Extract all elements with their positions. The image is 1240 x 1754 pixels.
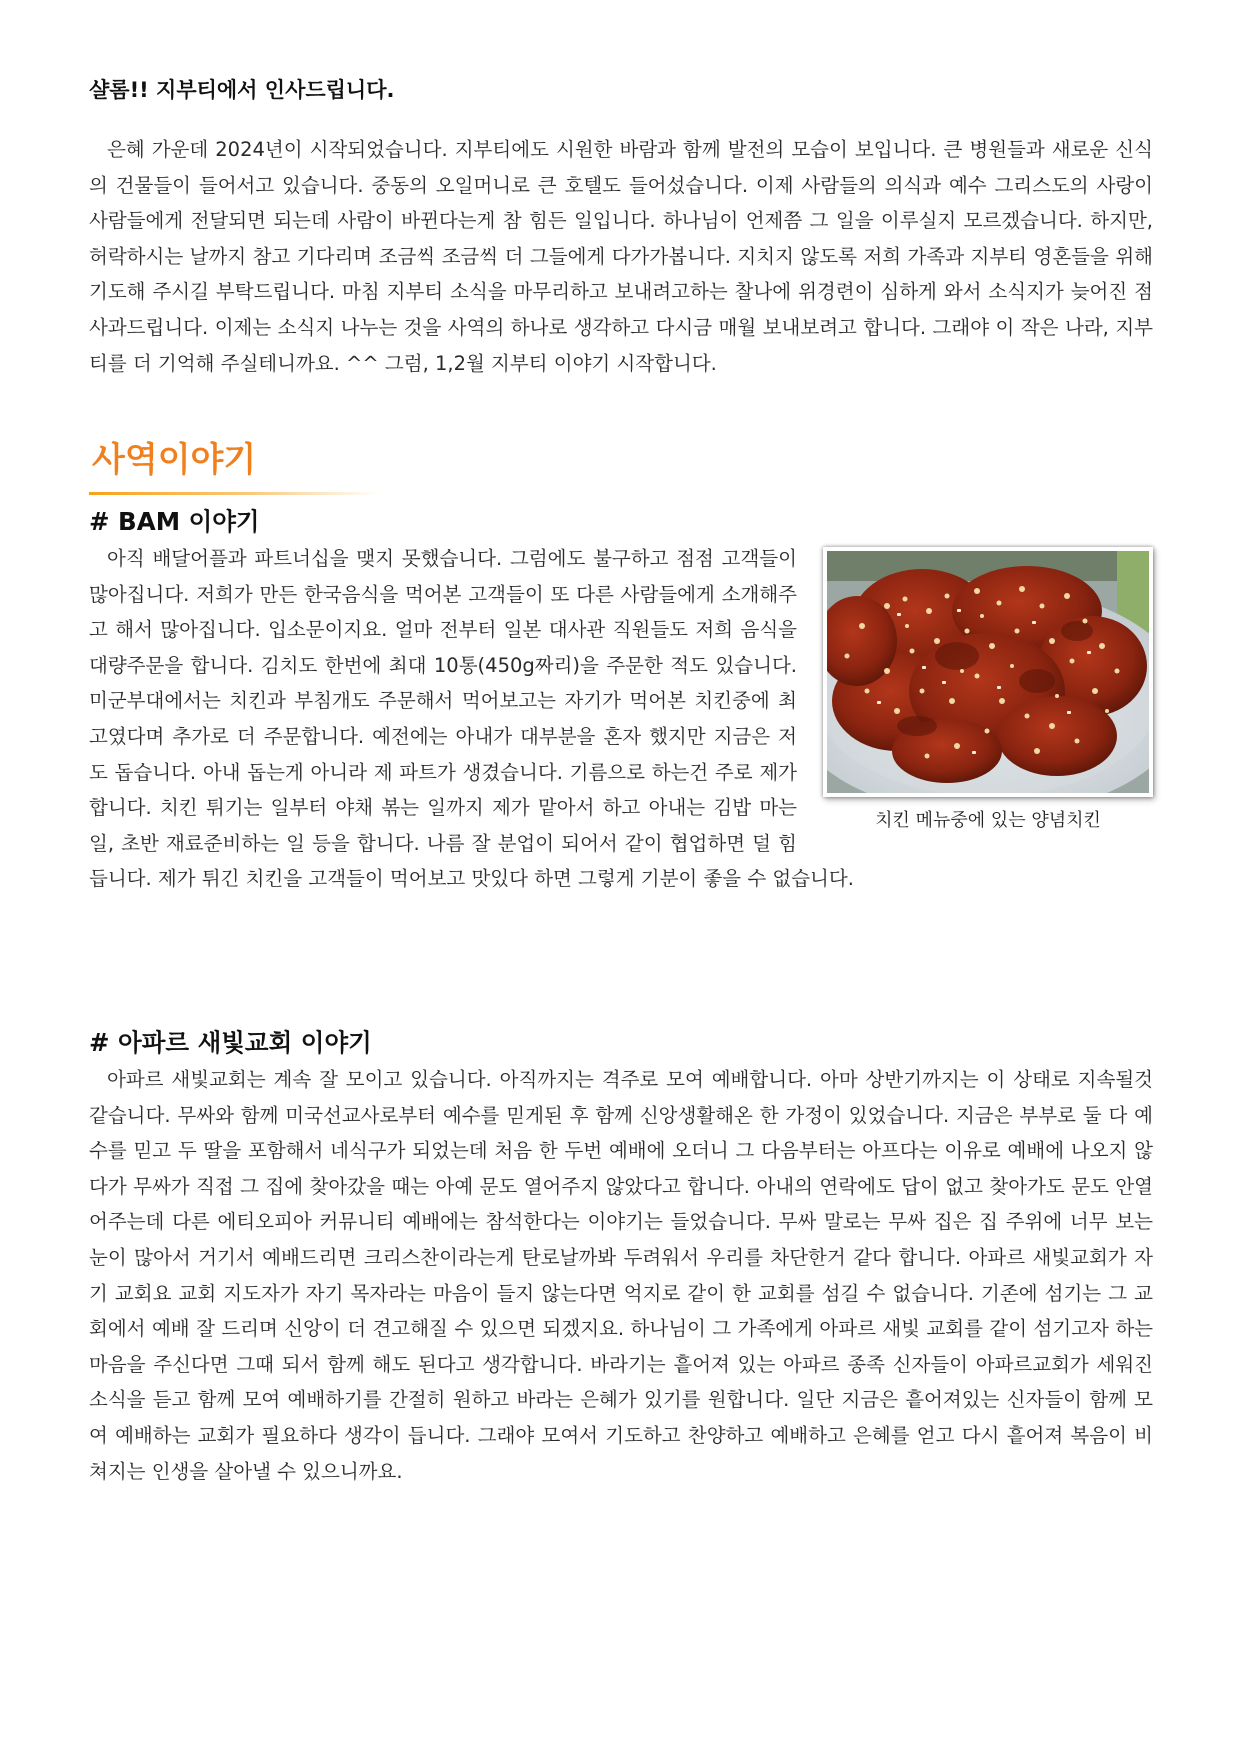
- greeting-heading: 샬롬!! 지부티에서 인사드립니다.: [89, 78, 395, 102]
- bam-paragraph: 아직 배달어플과 파트너십을 맺지 못했습니다. 그럼에도 불구하고 점점 고객들이 많아집니다. 저희가 만든 한국음식을 먹어본 고객들이 또 다른 사람들에게 소개해주고 해서 많아집니다. 입소문이지요. 얼마 전부터 일본 대사관 직원들도 저희 음식을 대량주문을 합니다. 김치도 한번에 최대 10통(450g짜리)을 주문한 적도 있습니다. 미군부대에서는 치킨과 부침개도 주문해서 먹어보고는 자기가 먹어본 치킨중에 최고였다며 추가로 더 주문합니다. 예전에는 아내가 대부분을 혼자 했지만 지금은 저도 돕습니다. 아내 돕는게 아니라 제 파트가 생겼습니다. 기름으로 하는건 주로 제가 합니다. 치킨 튀기는 일부터 야채 볶는 일까지 제가 맡아서 하고 아내는 김밥 마는 일, 초반 재료준비하는 일 등을 합니다. 나름 잘 분업이 되어서 같이 협업하면 덜 힘듭니다. 제가 튀긴 치킨을 고객들이 먹어보고 맛있다 하면 그렇게 기분이 좋을 수 없습니다.: [89, 547, 854, 891]
- photo-figure: [823, 547, 1153, 842]
- photo-frame: [823, 547, 1153, 797]
- intro-paragraph: 은혜 가운데 2024년이 시작되었습니다. 지부티에도 시원한 바람과 함께 발전의 모습이 보입니다. 큰 병원들과 새로운 신식의 건물들이 들어서고 있습니다. 중동의 오일머니로 큰 호텔도 들어섰습니다. 이제 사람들의 의식과 예수 그리스도의 사랑이 사람들에게 전달되면 되는데 사람이 바뀐다는게 참 힘든 일입니다. 하나님이 언제쯤 그 일을 이루실지 모르겠습니다. 하지만, 허락하시는 날까지 참고 기다리며 조금씩 조금씩 더 그들에게 다가가봅니다. 지치지 않도록 저희 가족과 지부티 영혼들을 위해 기도해 주시길 부탁드립니다. 마침 지부티 소식을 마무리하고 보내려고하는 찰나에 위경련이 심하게 와서 소식지가 늦어진 점 사과드립니다. 이제는 소식지 나누는 것을 사역의 하나로 생각하고 다시금 매월 보내보려고 합니다. 그래야 이 작은 나라, 지부티를 더 기억해 주실테니까요. ^^ 그럼, 1,2월 지부티 이야기 시작합니다.: [89, 138, 1153, 375]
- section-divider: [89, 492, 379, 495]
- section-title: 사역이야기: [92, 440, 257, 480]
- apart-church-heading: # 아파르 새빛교회 이야기: [89, 1028, 372, 1057]
- bam-section: [89, 541, 1153, 897]
- photo-caption: 치킨 메뉴중에 있는 양념치킨: [875, 810, 1101, 831]
- bam-heading: # BAM 이야기: [89, 507, 260, 536]
- apart-church-paragraph: 아파르 새빛교회는 계속 잘 모이고 있습니다. 아직까지는 격주로 모여 예배합니다. 아마 상반기까지는 이 상태로 지속될것 같습니다. 무싸와 함께 미국선교사로부터 예수를 믿게된 후 함께 신앙생활해온 한 가정이 있었습니다. 지금은 부부로 둘 다 예수를 믿고 두 딸을 포함해서 네식구가 되었는데 처음 한 두번 예배에 오더니 그 다음부터는 아프다는 이유로 예배에 나오지 않다가 무싸가 직접 그 집에 찾아갔을 때는 아예 문도 열어주지 않았다고 합니다. 아내의 연락에도 답이 없고 찾아가도 문도 안열어주는데 다른 에티오피아 커뮤니티 예배에는 참석한다는 이야기는 들었습니다. 무싸 말로는 무싸 집은 집 주위에 너무 보는 눈이 많아서 거기서 예배드리면 크리스찬이라는게 탄로날까봐 두려워서 우리를 차단한거 같다 합니다. 아파르 새빛교회가 자기 교회요 교회 지도자가 자기 목자라는 마음이 들지 않는다면 억지로 같이 한 교회를 섬길 수 없습니다. 기존에 섬기는 그 교회에서 예배 잘 드리며 신앙이 더 견고해질 수 있으면 되겠지요. 하나님이 그 가족에게 아파르 새빛 교회를 같이 섬기고자 하는 마음을 주신다면 그때 되서 함께 해도 된다고 생각합니다. 바라기는 흩어져 있는 아파르 종족 신자들이 아파르교회가 세워진 소식을 듣고 함께 모여 예배하기를 간절히 원하고 바라는 은혜가 있기를 원합니다. 일단 지금은 흩어져있는 신자들이 함께 모여 예배하는 교회가 필요하다 생각이 듭니다. 그래야 모여서 기도하고 찬양하고 예배하고 은혜를 얻고 다시 흩어져 복음이 비쳐지는 인생을 살아낼 수 있으니까요.: [89, 1068, 1153, 1483]
- fried-chicken-photo-icon: [827, 551, 1149, 793]
